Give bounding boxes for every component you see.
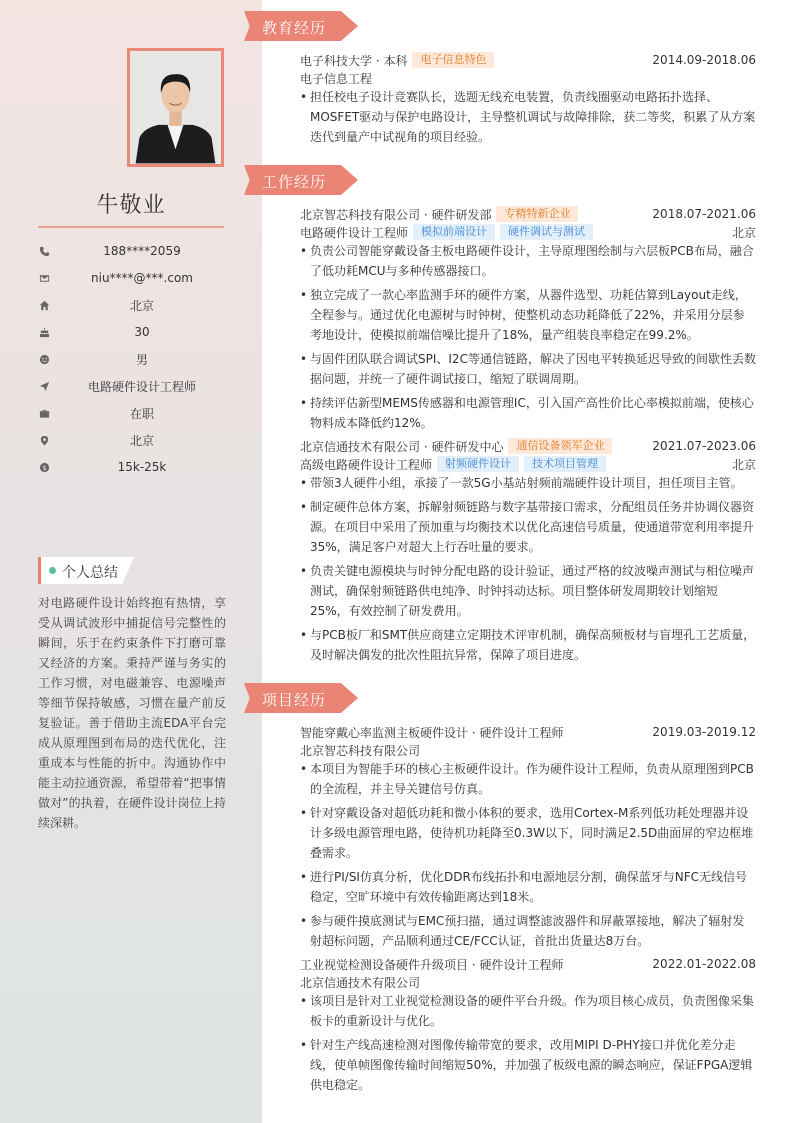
info-gender: 男 [38, 350, 224, 368]
skill-tag: 技术项目管理 [524, 456, 606, 472]
project-company: 北京智芯科技有限公司 [300, 743, 421, 758]
dot-icon [49, 567, 56, 574]
mail-icon [38, 272, 50, 284]
job-bullet: • 负责关键电源模块与时钟分配电路的设计验证，通过严格的纹波噪声测试与相位噪声测试，确保射频链路供电纯净、时钟抖动达标。项目整体研发周期较计划缩短25%，有效控制了研发费用。 [300, 561, 756, 621]
info-home: 北京 [38, 296, 224, 314]
project-company: 北京信通技术有限公司 [300, 975, 421, 990]
info-status: 在职 [38, 404, 224, 422]
briefcase-icon [38, 407, 50, 419]
section-header-projects: 项目经历 [244, 683, 358, 713]
send-icon [38, 380, 50, 392]
salary-icon [38, 461, 50, 473]
job-city: 北京 [731, 457, 756, 472]
cake-icon [38, 326, 50, 338]
project-bullet: • 进行PI/SI仿真分析，优化DDR布线拓扑和电源地层分割，确保蓝牙与NFC无线信号稳定，空旷环境中有效传输距离达到18米。 [300, 867, 756, 907]
company-tag: 通信设备领军企业 [508, 438, 612, 454]
candidate-name: 牛敬业 [96, 193, 166, 218]
project-bullet: • 该项目是针对工业视觉检测设备的硬件平台升级。作为项目核心成员，负责图像采集板卡的重新设计与优化。 [300, 991, 756, 1031]
project-bullet: • 针对生产线高速检测对图像传输带宽的要求，改用MIPI D-PHY接口并优化差分走线，使单帧图像传输时间缩短50%，并加强了板级电源的瞬态响应，保证FPGA逻辑供电稳定。 [300, 1035, 756, 1095]
education-school-row [300, 51, 756, 69]
education-bullet: • 担任校电子设计竞赛队长，选题无线充电装置，负责线圈驱动电路拓扑选择、MOSFET驱动与保护电路设计，主导整机调试与故障排除，获二等奖，积累了从方案迭代到量产中试视角的项目经验。 [300, 87, 756, 147]
major: 电子信息工程 [300, 71, 373, 86]
project-name: 工业视觉检测设备硬件升级项目 · 硬件设计工程师 [300, 957, 564, 972]
project-name: 智能穿戴心率监测主板硬件设计 · 硬件设计工程师 [300, 725, 564, 740]
gender-icon [38, 353, 50, 365]
skill-tag: 硬件调试与测试 [500, 224, 593, 240]
project-bullet: • 针对穿戴设备对超低功耗和微小体积的要求，选用Cortex-M系列低功耗处理器并设计多级电源管理电路，使待机功耗降至0.3W以下，同时满足2.5D曲面屏的窄边框堆叠需求。 [300, 803, 756, 863]
project-company-row [300, 973, 756, 991]
home-icon [38, 299, 50, 311]
profile-photo [127, 48, 224, 167]
info-salary: $ 15k-25k [38, 458, 224, 476]
company-name: 北京信通技术有限公司 · 硬件研发中心 [300, 439, 504, 454]
avatar [130, 51, 221, 164]
job-bullet: • 与PCB板厂和SMT供应商建立定期技术评审机制，确保高频板材与盲埋孔工艺质量，及时解决偶发的批次性阻抗异常，保障了项目进度。 [300, 625, 756, 665]
info-position: 电路硬件设计工程师 [38, 377, 224, 395]
section-header-work: 工作经历 [244, 165, 358, 195]
job-bullet: • 带领3人硬件小组，承接了一款5G小基站射频前端硬件设计项目，担任项目主管。 [300, 473, 756, 493]
summary-header: 个人总结 [38, 557, 134, 584]
svg-text:$: $ [41, 463, 47, 472]
job-city: 北京 [731, 225, 756, 240]
education-date: 2014.09-2018.06 [652, 53, 756, 67]
section-header-education: 教育经历 [244, 11, 358, 41]
job-company-row [300, 205, 756, 223]
job-company-row [300, 437, 756, 455]
job-title: 电路硬件设计工程师 [300, 225, 409, 240]
project-bullet: • 本项目为智能手环的核心主板硬件设计。作为硬件设计工程师，负责从原理图到PCB的全流程，并主导关键信号仿真。 [300, 759, 756, 799]
job-date: 2021.07-2023.06 [652, 439, 756, 453]
location-icon [38, 434, 50, 446]
job-position-row [300, 455, 756, 473]
job-date: 2018.07-2021.06 [652, 207, 756, 221]
info-phone: 188****2059 [38, 242, 224, 260]
project-bullet: • 参与硬件摸底测试与EMC预扫描，通过调整滤波器件和屏蔽罩接地，解决了辐射发射超标问题，产品顺利通过CE/FCC认证，首批出货量达8万台。 [300, 911, 756, 951]
school-name: 电子科技大学 · 本科 [300, 53, 408, 68]
education-major-row [300, 69, 756, 87]
info-location: 北京 [38, 431, 224, 449]
job-bullet: • 独立完成了一款心率监测手环的硬件方案，从器件选型、功耗估算到Layout走线，全程参与。通过优化电源树与时钟树，使整机动态功耗降低了22%，并采用分层参考地设计，使模拟前端信噪比提升了18%，量产组装良率稳定在99.2%。 [300, 285, 756, 345]
skill-tag: 模拟前端设计 [413, 224, 495, 240]
name-divider [38, 226, 224, 228]
job-title: 高级电路硬件设计工程师 [300, 457, 433, 472]
info-age: 30 [38, 323, 224, 341]
skill-tag: 射频硬件设计 [437, 456, 519, 472]
school-tag: 电子信息特色 [412, 52, 494, 68]
job-bullet: • 制定硬件总体方案，拆解射频链路与数字基带接口需求，分配组员任务并协调仪器资源。在项目中采用了预加重与均衡技术以优化高速信号质量，使通道带宽利用率提升35%，满足客户对超大上行吞吐量的要求。 [300, 497, 756, 557]
company-name: 北京智芯科技有限公司 · 硬件研发部 [300, 207, 492, 222]
company-tag: 专精特新企业 [496, 206, 578, 222]
job-bullet: • 持续评估新型MEMS传感器和电源管理IC，引入国产高性价比心率模拟前端，使核心物料成本降低约12%。 [300, 393, 756, 433]
project-title-row [300, 955, 756, 973]
project-date: 2019.03-2019.12 [652, 725, 756, 739]
job-bullet: • 负责公司智能穿戴设备主板电路硬件设计，主导原理图绘制与六层板PCB布局，融合了低功耗MCU与多种传感器接口。 [300, 241, 756, 281]
project-company-row [300, 741, 756, 759]
info-email: niu****@***.com [38, 269, 224, 287]
job-bullet: • 与固件团队联合调试SPI、I2C等通信链路，解决了因电平转换延迟导致的间歇性丢数据问题，并统一了硬件调试接口，缩短了联调周期。 [300, 349, 756, 389]
phone-icon [38, 245, 50, 257]
job-position-row [300, 223, 756, 241]
summary-text: 对电路硬件设计始终抱有热情，享受从调试波形中捕捉信号完整性的瞬间，乐于在约束条件下打磨可靠又经济的方案。秉持严谨与务实的工作习惯，对电磁兼容、电源噪声等细节保持敏感，习惯在量产前反复验证。善于借助主流EDA平台完成从原理图到布局的迭代优化，注重成本与性能的折中。沟通协作中能主动拉通资源，希望带着“把事情做对”的执着，在硬件设计岗位上持续深耕。 [38, 596, 226, 830]
project-title-row [300, 723, 756, 741]
project-date: 2022.01-2022.08 [652, 957, 756, 971]
